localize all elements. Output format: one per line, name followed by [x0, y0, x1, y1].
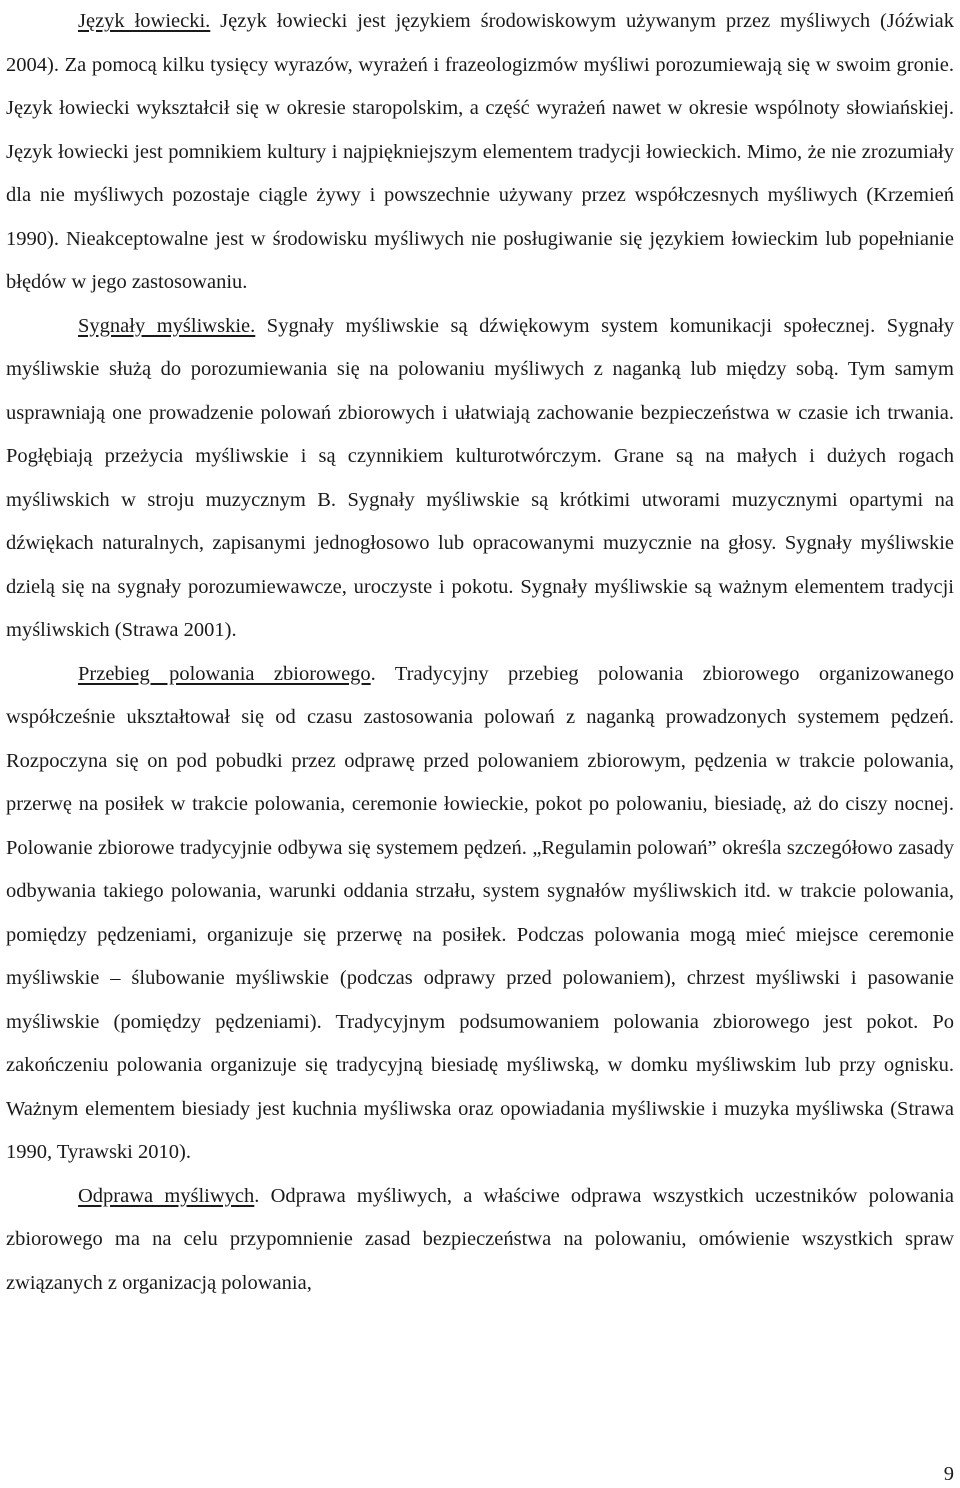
- section-body-przebieg-polowania: . Tradycyjny przebieg polowania zbiorowego organizowanego współcześnie ukształtował się od czasu zastosowania polowań z naganką prowadzonych systemem pędzeń. Rozpoczyna się on pod pobudki przez odprawę przed polowaniem zbiorowym, pędzenia w trakcie polowania, przerwę na posiłek w trakcie polowania, ceremonie łowieckie, pokot po polowaniu, biesiadę, aż do ciszy nocnej. Polowanie zbiorowe tradycyjnie odbywa się systemem pędzeń. „Regulamin polowań” określa szczegółowo zasady odbywania takiego polowania, warunki oddania strzału, system sygnałów myśliwskich itd. w trakcie polowania, pomiędzy pędzeniami, organizuje się przerwę na posiłek. Podczas polowania mogą mieć miejsce ceremonie myśliwskie – ślubowanie myśliwskie (podczas odprawy przed polowaniem), chrzest myśliwski i pasowanie myśliwskie (pomiędzy pędzeniami). Tradycyjnym podsumowaniem polowania zbiorowego jest pokot. Po zakończeniu polowania organizuje się tradycyjną biesiadę myśliwską, w domku myśliwskim lub przy ognisku. Ważnym elementem biesiady jest kuchnia myśliwska oraz opowiadania myśliwskie i muzyka myśliwska (Strawa 1990, Tyrawski 2010).: [6, 662, 954, 1163]
- section-term-przebieg-polowania: Przebieg polowania zbiorowego: [78, 662, 371, 685]
- section-body-sygnaly-mysliwskie: Sygnały myśliwskie są dźwiękowym system komunikacji społecznej. Sygnały myśliwskie służą do porozumiewania się na polowaniu myśliwych z naganką lub między sobą. Tym samym usprawniają one prowadzenie polowań zbiorowych i ułatwiają zachowanie bezpieczeństwa w czasie ich trwania. Pogłębiają przeżycia myśliwskie i są czynnikiem kulturotwórczym. Grane są na małych i dużych rogach myśliwskich w stroju muzycznym B. Sygnały myśliwskie są krótkimi utworami muzycznymi opartymi na dźwiękach naturalnych, zapisanymi jednogłosowo lub opracowanymi muzycznie na głosy. Sygnały myśliwskie dzielą się na sygnały porozumiewawcze, uroczyste i pokotu. Sygnały myśliwskie są ważnym elementem tradycji myśliwskich (Strawa 2001).: [6, 314, 954, 641]
- section-body-odprawa-mysliwych: . Odprawa myśliwych, a właściwe odprawa wszystkich uczestników polowania zbiorowego ma na celu przypomnienie zasad bezpieczeństwa na polowaniu, omówienie wszystkich spraw związanych z organizacją polowania,: [6, 1184, 955, 1294]
- document-page: [6, 0, 954, 1305]
- section-body-jezyk-lowiecki: Język łowiecki jest językiem środowiskowym używanym przez myśliwych (Jóźwiak 2004). Za pomocą kilku tysięcy wyrazów, wyrażeń i frazeologizmów myśliwi porozumiewają się w swoim gronie. Język łowiecki wykształcił się w okresie staropolskim, a część wyrażeń nawet w okresie wspólnoty słowiańskiej. Język łowiecki jest pomnikiem kultury i najpiękniejszym elementem tradycji łowieckich. Mimo, że nie zrozumiały dla nie myśliwych pozostaje ciągle żywy i powszechnie używany przez współczesnych myśliwych (Krzemień 1990). Nieakceptowalne jest w środowisku myśliwych nie posługiwanie się językiem łowieckim lub popełnianie błędów w jego zastosowaniu.: [6, 10, 954, 293]
- section-term-odprawa-mysliwych: Odprawa myśliwych: [78, 1184, 255, 1207]
- page-number: 9: [943, 1463, 954, 1485]
- paragraph-jezyk-lowiecki: [6, 0, 954, 305]
- paragraph-przebieg-polowania: [6, 653, 954, 1175]
- paragraph-sygnaly-mysliwskie: [6, 305, 954, 653]
- section-term-sygnaly-mysliwskie: Sygnały myśliwskie.: [78, 314, 256, 337]
- section-term-jezyk-lowiecki: Język łowiecki.: [78, 10, 211, 32]
- paragraph-odprawa-mysliwych: [6, 1175, 954, 1306]
